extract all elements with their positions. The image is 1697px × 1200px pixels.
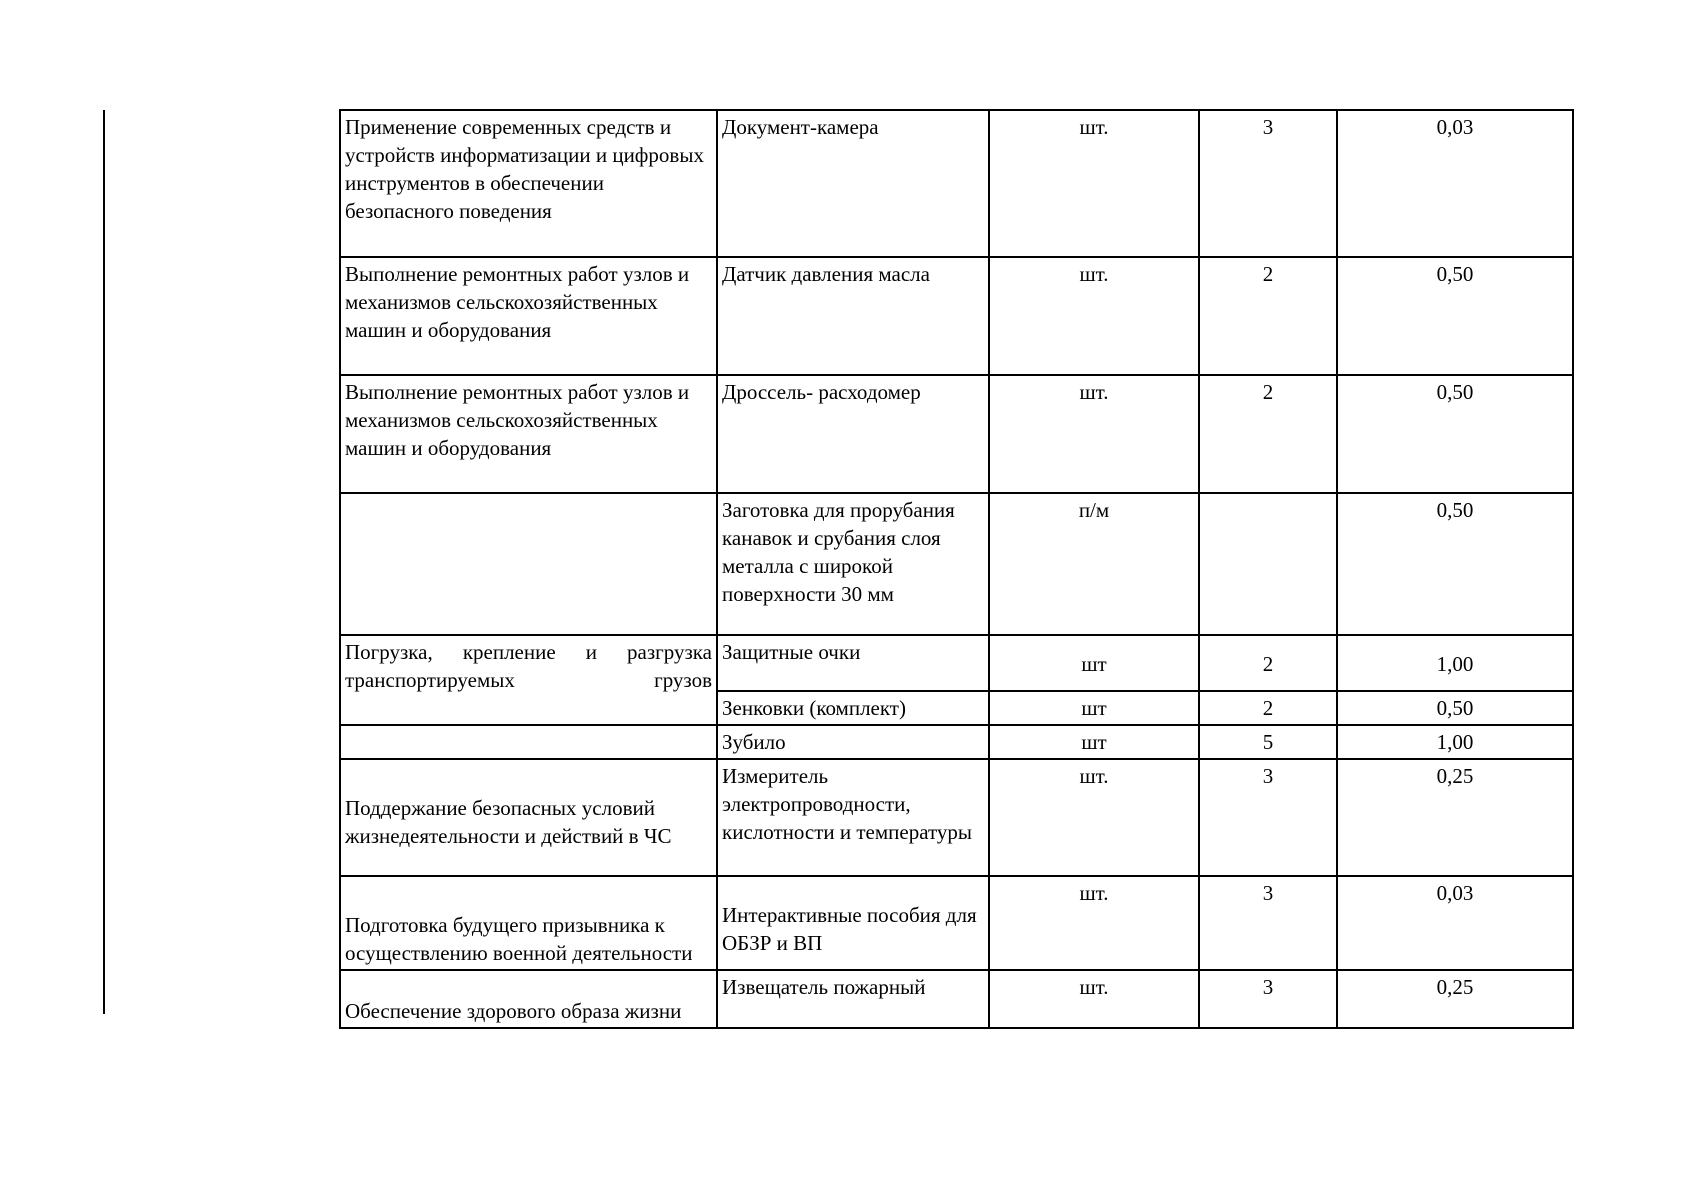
unit-cell: шт. <box>989 970 1199 1028</box>
qty-cell: 5 <box>1199 725 1337 759</box>
equipment-table <box>339 109 1574 1029</box>
table-row <box>340 635 1573 691</box>
item-cell: Заготовка для прорубания канавок и срубания слоя металла с широкой поверхности 30 мм <box>717 493 989 635</box>
unit-cell: шт. <box>989 759 1199 876</box>
norm-cell: 1,00 <box>1337 635 1573 691</box>
qty-cell: 2 <box>1199 691 1337 725</box>
table-row <box>340 970 1573 1028</box>
table-row <box>340 257 1573 375</box>
norm-cell: 0,25 <box>1337 759 1573 876</box>
unit-cell: п/м <box>989 493 1199 635</box>
item-cell: Дроссель- расходомер <box>717 375 989 493</box>
area-cell: Выполнение ремонтных работ узлов и механизмов сельскохозяйственных машин и оборудования <box>340 375 717 493</box>
area-text: Погрузка, крепление и разгрузка транспортируемых грузов <box>345 640 712 692</box>
norm-cell: 1,00 <box>1337 725 1573 759</box>
table-row <box>340 110 1573 257</box>
item-cell: Документ-камера <box>717 110 989 257</box>
area-cell <box>340 725 717 759</box>
norm-cell: 0,50 <box>1337 375 1573 493</box>
qty-cell: 2 <box>1199 375 1337 493</box>
area-cell <box>340 635 717 725</box>
table-row <box>340 725 1573 759</box>
qty-cell: 2 <box>1199 635 1337 691</box>
unit-cell: шт <box>989 635 1199 691</box>
qty-cell: 3 <box>1199 970 1337 1028</box>
margin-rule <box>103 110 105 1014</box>
norm-cell: 0,25 <box>1337 970 1573 1028</box>
area-cell: Обеспечение здорового образа жизни <box>340 970 717 1028</box>
area-cell: Поддержание безопасных условий жизнедеятельности и действий в ЧС <box>340 759 717 876</box>
item-cell: Извещатель пожарный <box>717 970 989 1028</box>
area-cell <box>340 493 717 635</box>
unit-cell: шт. <box>989 257 1199 375</box>
qty-cell <box>1199 493 1337 635</box>
table-row <box>340 759 1573 876</box>
item-cell: Интерактивные пособия для ОБЗР и ВП <box>717 876 989 970</box>
table-row <box>340 493 1573 635</box>
unit-cell: шт. <box>989 375 1199 493</box>
item-cell: Защитные очки <box>717 635 989 691</box>
item-cell: Датчик давления масла <box>717 257 989 375</box>
area-cell: Выполнение ремонтных работ узлов и механизмов сельскохозяйственных машин и оборудования <box>340 257 717 375</box>
norm-cell: 0,03 <box>1337 876 1573 970</box>
item-cell: Измеритель электропроводности, кислотности и температуры <box>717 759 989 876</box>
norm-cell: 0,03 <box>1337 110 1573 257</box>
item-cell: Зенковки (комплект) <box>717 691 989 725</box>
qty-cell: 3 <box>1199 759 1337 876</box>
norm-cell: 0,50 <box>1337 493 1573 635</box>
unit-cell: шт <box>989 725 1199 759</box>
unit-cell: шт. <box>989 110 1199 257</box>
unit-cell: шт. <box>989 876 1199 970</box>
qty-cell: 3 <box>1199 110 1337 257</box>
table-row <box>340 876 1573 970</box>
area-cell: Применение современных средств и устройств информатизации и цифровых инструментов в обеспечении безопасного поведения <box>340 110 717 257</box>
table-row <box>340 375 1573 493</box>
qty-cell: 3 <box>1199 876 1337 970</box>
qty-cell: 2 <box>1199 257 1337 375</box>
item-cell: Зубило <box>717 725 989 759</box>
area-cell: Подготовка будущего призывника к осуществлению военной деятельности <box>340 876 717 970</box>
unit-cell: шт <box>989 691 1199 725</box>
norm-cell: 0,50 <box>1337 257 1573 375</box>
norm-cell: 0,50 <box>1337 691 1573 725</box>
